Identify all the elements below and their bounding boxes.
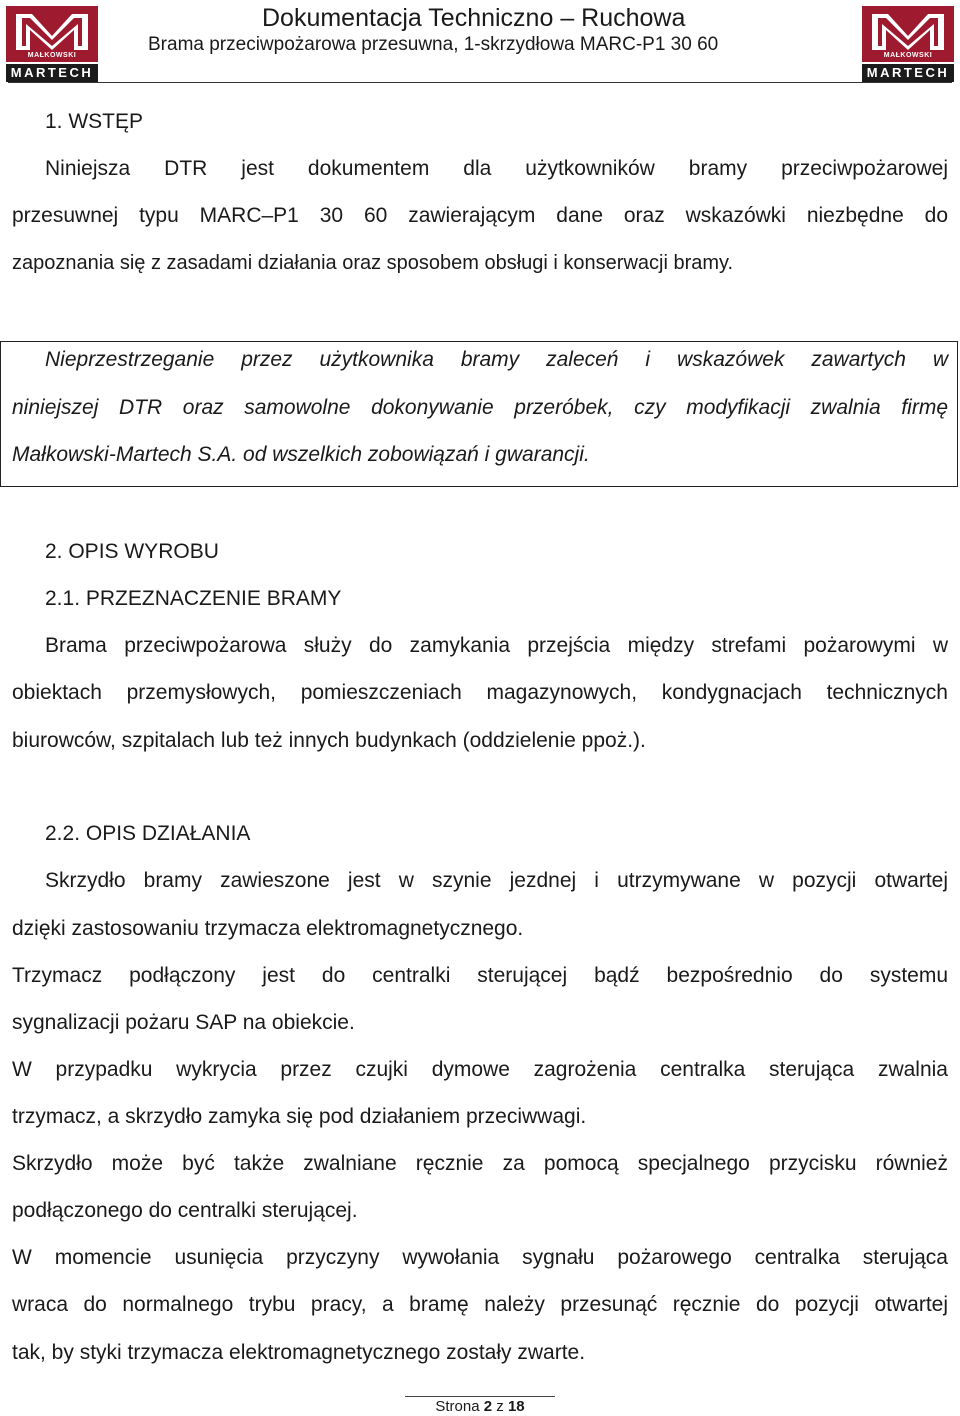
- logo-brand-top: MAŁKOWSKI: [27, 52, 77, 59]
- paragraph-line: biurowców, szpitalach lub też innych budynkach (oddzielenie ppoż.).: [12, 729, 646, 752]
- section-heading-opis-wyrobu: 2. OPIS WYROBU: [45, 540, 219, 563]
- warning-line: niniejszej DTR oraz samowolne dokonywanie przeróbek, czy modyfikacji zwalnia firmę: [12, 396, 948, 419]
- page-number: [0, 1398, 960, 1415]
- document-subtitle: Brama przeciwpożarowa przesuwna, 1-skrzydłowa MARC-P1 30 60: [148, 34, 719, 55]
- paragraph-line: wraca do normalnego trybu pracy, a bramę należy przesunąć ręcznie do pozycji otwartej: [12, 1293, 948, 1316]
- company-logo-right: [862, 6, 954, 80]
- paragraph-line: podłączonego do centralki sterującej.: [12, 1199, 358, 1222]
- paragraph-line: W przypadku wykrycia przez czujki dymowe zagrożenia centralka sterująca zwalnia: [12, 1058, 948, 1081]
- paragraph-line: dzięki zastosowaniu trzymacza elektromagnetycznego.: [12, 917, 524, 940]
- section-heading-przeznaczenie: 2.1. PRZEZNACZENIE BRAMY: [45, 587, 342, 610]
- page-prefix: Strona: [435, 1398, 480, 1415]
- section-heading-wstep: 1. WSTĘP: [45, 110, 144, 133]
- paragraph-line: Skrzydło może być także zwalniane ręcznie za pomocą specjalnego przycisku również: [12, 1152, 948, 1175]
- warning-line: Małkowski-Martech S.A. od wszelkich zobowiązań i gwarancji.: [12, 443, 590, 466]
- page-separator: z: [496, 1398, 504, 1415]
- paragraph-line: Niniejsza DTR jest dokumentem dla użytkowników bramy przeciwpożarowej: [45, 157, 948, 180]
- header-divider: [8, 82, 952, 83]
- section-heading-opis-dzialania: 2.2. OPIS DZIAŁANIA: [45, 822, 251, 845]
- company-logo: [6, 6, 98, 80]
- document-title: Dokumentacja Techniczno – Ruchowa: [262, 4, 686, 32]
- logo-brand-bottom: MARTECH: [6, 64, 98, 82]
- footer-divider: [405, 1396, 555, 1397]
- paragraph-line: przesuwnej typu MARC–P1 30 60 zawierającym dane oraz wskazówki niezbędne do: [12, 204, 948, 227]
- paragraph-line: sygnalizacji pożaru SAP na obiekcie.: [12, 1011, 355, 1034]
- warning-line: Nieprzestrzeganie przez użytkownika bramy zaleceń i wskazówek zawartych w: [45, 348, 948, 371]
- paragraph-line: W momencie usunięcia przyczyny wywołania sygnału pożarowego centralka sterująca: [12, 1246, 948, 1269]
- paragraph-line: Trzymacz podłączony jest do centralki sterującej bądź bezpośrednio do systemu: [12, 964, 948, 987]
- paragraph-line: tak, by styki trzymacza elektromagnetycznego zostały zwarte.: [12, 1341, 586, 1364]
- logo-brand-top: MAŁKOWSKI: [883, 52, 933, 59]
- logo-brand-bottom: MARTECH: [862, 64, 954, 82]
- paragraph-line: trzymacz, a skrzydło zamyka się pod działaniem przeciwwagi.: [12, 1105, 587, 1128]
- paragraph-line: zapoznania się z zasadami działania oraz sposobem obsługi i konserwacji bramy.: [12, 252, 734, 274]
- paragraph-line: obiektach przemysłowych, pomieszczeniach magazynowych, kondygnacjach technicznych: [12, 681, 948, 704]
- paragraph-line: Skrzydło bramy zawieszone jest w szynie jezdnej i utrzymywane w pozycji otwartej: [45, 869, 948, 892]
- current-page: 2: [483, 1398, 493, 1415]
- paragraph-line: Brama przeciwpożarowa służy do zamykania przejścia między strefami pożarowymi w: [45, 634, 948, 657]
- total-pages: 18: [507, 1398, 525, 1415]
